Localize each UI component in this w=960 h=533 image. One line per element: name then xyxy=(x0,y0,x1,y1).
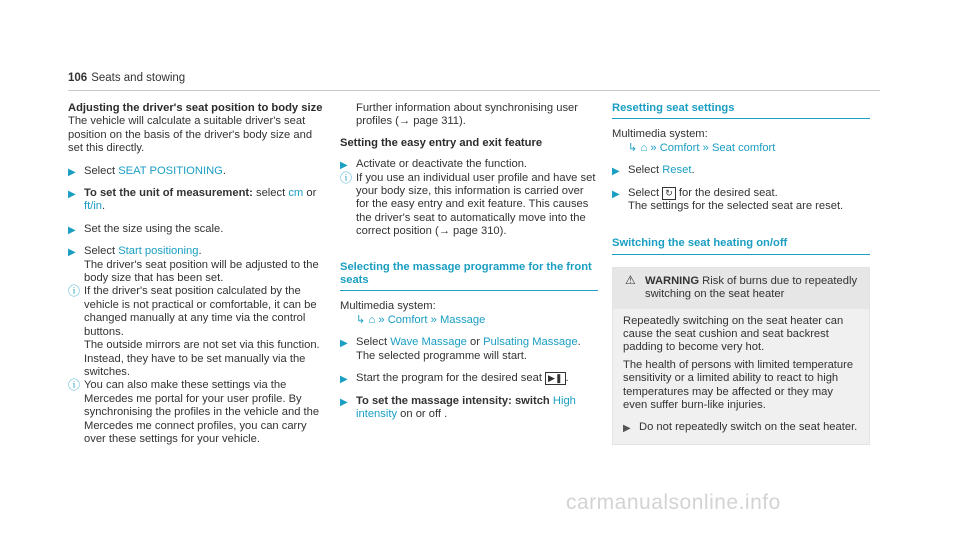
warning-step xyxy=(623,421,859,434)
column-left xyxy=(68,102,326,446)
section-title: Seats and stowing xyxy=(91,72,186,84)
step-arrow-icon: ▶ xyxy=(623,422,631,434)
menu-path-seat-comfort xyxy=(612,142,870,155)
heading-massage: Selecting the massage programme for the front seats xyxy=(340,261,598,292)
step-arrow-icon: ▶ xyxy=(68,224,76,236)
step-select-seat-reset xyxy=(612,187,870,214)
step-text: Set the size using the scale. xyxy=(84,222,224,235)
step-text: Start the program for the desired seat xyxy=(356,372,546,385)
home-icon[interactable]: ⌂ xyxy=(640,141,648,154)
info-icon: ⓘ xyxy=(340,170,353,185)
enter-arrow-icon: ↳ xyxy=(628,141,638,154)
step-select-seat-positioning xyxy=(68,165,326,178)
reset-seat-icon[interactable]: ↻ xyxy=(662,187,676,200)
step-text: . xyxy=(102,200,106,213)
intro-text: The vehicle will calculate a suitable driver's seat position on the basis of the driver's body size and set this directly. xyxy=(68,115,313,155)
step-text: Do not repeatedly switch on the seat heater. xyxy=(639,420,858,433)
step-text: . xyxy=(198,245,202,258)
step-text: for the desired seat. xyxy=(675,186,778,199)
note-text: If the driver's seat position calculated by the vehicle is not practical or comfortable, it can be changed manually at any time via the control buttons. xyxy=(84,285,317,338)
step-text: Select xyxy=(628,186,663,199)
step-arrow-icon: ▶ xyxy=(612,188,620,200)
step-text: . xyxy=(565,372,569,385)
chevron-right-icon: » xyxy=(430,313,437,326)
link-cm[interactable]: cm xyxy=(288,187,304,200)
chevron-right-icon: » xyxy=(650,141,657,154)
step-start-program xyxy=(340,372,598,385)
step-start-positioning xyxy=(68,245,326,285)
header-divider xyxy=(68,90,880,91)
step-result: The settings for the selected seat are reset. xyxy=(628,200,844,213)
heading-seat-heating: Switching the seat heating on/off xyxy=(612,237,870,254)
warning-heading: Risk of burns due to repeatedly switching on the seat heater xyxy=(645,274,858,301)
step-text: Activate or deactivate the function. xyxy=(356,158,528,171)
multimedia-label: Multimedia system: xyxy=(612,128,708,141)
info-icon: ⓘ xyxy=(68,284,81,299)
step-set-size xyxy=(68,223,326,236)
step-text: . xyxy=(691,164,695,177)
step-text: or xyxy=(303,187,317,200)
step-arrow-icon: ▶ xyxy=(68,166,76,178)
step-arrow-icon: ▶ xyxy=(340,374,348,386)
warning-text: The health of persons with limited temperature sensitivity or a limited ability to react to high temperatures may be affected or they may even suffer burn-like injuries. xyxy=(623,358,854,412)
column-middle xyxy=(340,102,598,421)
menu-comfort[interactable]: Comfort xyxy=(387,313,428,326)
step-text: Select xyxy=(84,164,119,177)
step-text: Select xyxy=(356,336,391,349)
menu-comfort[interactable]: Comfort xyxy=(659,141,700,154)
link-high-intensity[interactable]: High intensity xyxy=(356,394,576,420)
info-icon: ⓘ xyxy=(68,378,81,393)
step-arrow-icon: ▶ xyxy=(612,166,620,178)
warning-label: WARNING xyxy=(645,274,700,287)
step-result: The driver's seat position will be adjusted to the body size that has been set. xyxy=(84,258,319,285)
step-unit xyxy=(68,187,326,214)
note-text: If you use an individual user profile and have set your body size, this information is carried over for the easy entry and exit feature. This causes the driver's seat to automatically move into the correct position (→ page 310). xyxy=(356,171,596,238)
step-massage-intensity xyxy=(340,395,598,422)
step-arrow-icon: ▶ xyxy=(340,338,348,350)
step-text: select xyxy=(252,187,289,200)
step-arrow-icon: ▶ xyxy=(68,247,76,259)
step-select-reset xyxy=(612,164,870,177)
page-header xyxy=(68,72,185,85)
step-bold: To set the unit of measurement: xyxy=(84,187,253,200)
watermark: carmanualsonline.info xyxy=(566,491,781,514)
link-wave-massage[interactable]: Wave Massage xyxy=(390,336,467,349)
link-start-positioning[interactable]: Start positioning xyxy=(118,245,199,258)
note-mercedes-me xyxy=(68,379,326,446)
step-select-massage xyxy=(340,336,598,363)
heading-easy-entry: Setting the easy entry and exit feature xyxy=(340,136,543,149)
enter-arrow-icon: ↳ xyxy=(356,313,366,326)
chevron-right-icon: » xyxy=(702,141,709,154)
step-arrow-icon: ▶ xyxy=(340,396,348,408)
heading-reset: Resetting seat settings xyxy=(612,102,870,119)
step-activate-function xyxy=(340,158,598,171)
step-text: or xyxy=(466,336,484,349)
step-arrow-icon: ▶ xyxy=(340,160,348,172)
play-icon[interactable]: ▶❚ xyxy=(545,372,565,385)
step-result: The selected programme will start. xyxy=(356,349,527,362)
step-text: . xyxy=(577,336,581,349)
heading-adjust-seat: Adjusting the driver's seat position to body size xyxy=(68,102,323,114)
link-ft-in[interactable]: ft/in xyxy=(84,200,103,213)
sync-info: Further information about synchronising user profiles (→ page 311). xyxy=(356,102,578,128)
note-text: You can also make these settings via the Mercedes me portal for your user profile. By synchronising the profiles in the vehicle and the Mercedes me connect profiles, you can carry over these settings for your vehicle. xyxy=(84,379,320,445)
warning-header xyxy=(613,268,869,309)
column-right xyxy=(612,102,870,445)
warning-text: Repeatedly switching on the seat heater can cause the seat cushion and seat backrest padding to become very hot. xyxy=(623,314,844,354)
link-pulsating-massage[interactable]: Pulsating Massage xyxy=(483,336,578,349)
page-number: 106 xyxy=(68,72,88,84)
step-text: on or off . xyxy=(397,407,448,420)
menu-massage[interactable]: Massage xyxy=(439,313,486,326)
step-text: Select xyxy=(628,164,663,177)
menu-seat-comfort[interactable]: Seat comfort xyxy=(711,141,776,154)
note-easy-entry xyxy=(340,172,598,239)
note-manual-adjust xyxy=(68,285,326,379)
step-bold: To set the massage intensity: switch xyxy=(356,394,553,407)
step-arrow-icon: ▶ xyxy=(68,189,76,201)
warning-triangle-icon: ⚠ xyxy=(625,272,636,287)
multimedia-label: Multimedia system: xyxy=(340,300,436,313)
link-seat-positioning[interactable]: SEAT POSITIONING xyxy=(118,164,223,177)
chevron-right-icon: » xyxy=(378,313,385,326)
warning-box xyxy=(612,267,870,445)
step-text: . xyxy=(222,164,226,177)
link-reset[interactable]: Reset xyxy=(662,164,692,177)
note-text: The outside mirrors are not set via this function. Instead, they have to be set manually via the switches. xyxy=(84,339,320,378)
home-icon[interactable]: ⌂ xyxy=(368,313,376,326)
step-text: Select xyxy=(84,245,119,258)
warning-body xyxy=(613,309,869,444)
menu-path-massage xyxy=(340,314,598,327)
